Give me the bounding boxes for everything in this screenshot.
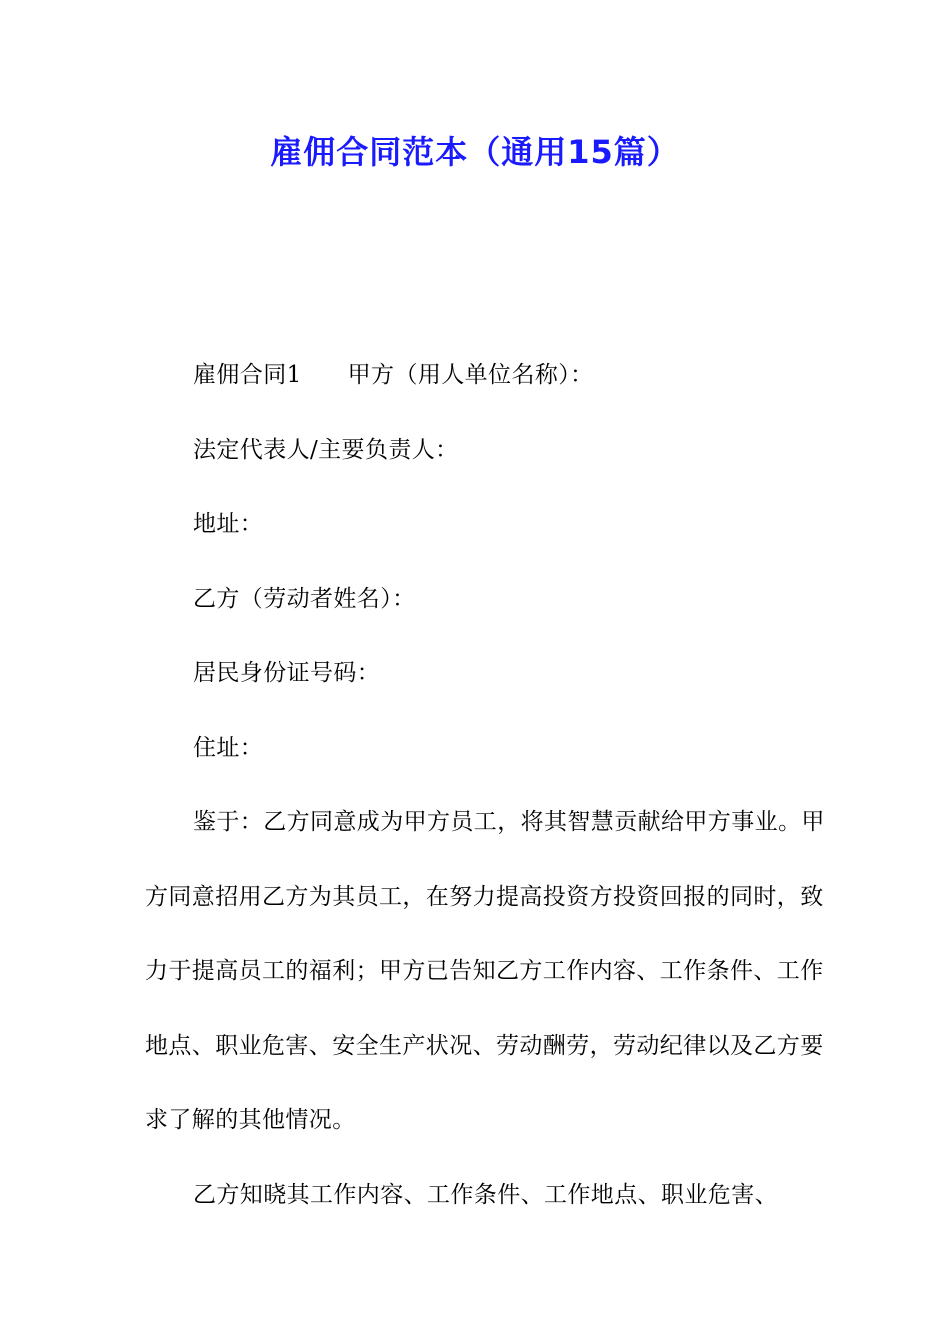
- contract-number: 雇佣合同1: [193, 362, 302, 388]
- party-a-label: 甲方（用人单位名称）：: [347, 362, 594, 388]
- contract-heading-paragraph: [145, 338, 825, 413]
- whereas-paragraph: 鉴于：乙方同意成为甲方员工，将其智慧贡献给甲方事业。甲方同意招用乙方为其员工，在努力提高投资方投资回报的同时，致力于提高员工的福利；甲方已告知乙方工作内容、工作条件、工作地点、职业危害、安全生产状况、劳动酬劳，劳动纪律以及乙方要求了解的其他情况。: [145, 809, 825, 1133]
- legal-representative-paragraph: 法定代表人/主要负责人：: [193, 436, 459, 463]
- party-a-address-paragraph: 地址：: [193, 511, 264, 537]
- document-title: 雇佣合同范本（通用15篇）: [270, 133, 680, 171]
- party-b-address-paragraph: 住址：: [193, 734, 264, 761]
- party-b-label-paragraph: 乙方（劳动者姓名）：: [193, 585, 416, 612]
- party-b-acknowledgement-paragraph: 乙方知晓其工作内容、工作条件、工作地点、职业危害、: [193, 1181, 778, 1208]
- id-number-paragraph: 居民身份证号码：: [193, 660, 381, 686]
- document-body: [145, 338, 825, 1232]
